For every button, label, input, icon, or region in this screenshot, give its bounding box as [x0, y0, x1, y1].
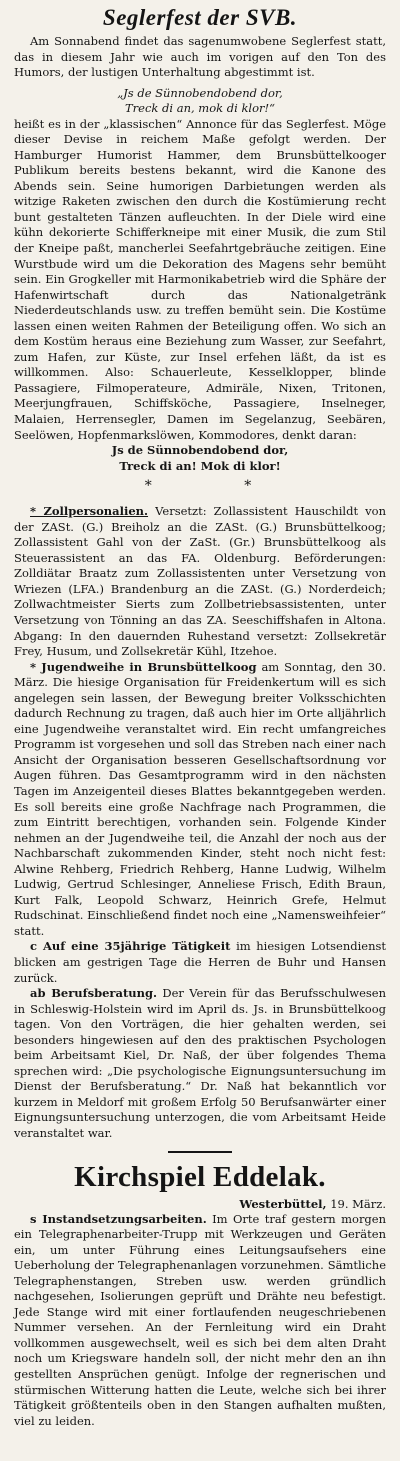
verse-line: Treck di an! Mok di klor! — [119, 458, 281, 473]
article-paragraph — [14, 1212, 386, 1430]
verse-line: Js de Sünnobendobend dor, — [111, 443, 289, 458]
paragraph-text: Der Verein für das Berufsschulwesen in Schleswig-Holstein wird im April ds. Js. in Brunsbüttelkoog tagen. Von den Vorträgen, die hier gehalten werden, sei besonders hingewiesen auf den des praktischen Psychologen beim Arbeitsamt Kiel, Dr. Naß, der über folgendes Thema sprechen wird: „Die psychologische Eignungsuntersuchung im Dienst der Berufsberatung.“ Dr. Naß hat bekanntlich vor kurzem in Meldorf mit großem Erfolg 50 Berufsanwärter einer Eignungsuntersuchung unterzogen, die vom Arbeitsamt Heide veranstaltet war. — [14, 986, 386, 1140]
paragraph-text: Versetzt: Zollassistent Hauschildt von der ZASt. (G.) Breiholz an die ZASt. (G.) Brunsbüttelkoog; Zollassistent Gahl von der ZaSt. (Gr.) Brunsbüttelkoog als Steuerassistent an das FA. Oldenburg. Beförderungen: Zolldiätar Braatz zum Zollassistenten unter Versetzung von Wriezen (LFA.) Brandenburg an die ZASt. (G.) Norderdeich; Zollwachtmeister Sierts zum Zollbetriebsassistenten, unter Versetzung von Tönning an das ZA. Seeschiffshafen in Altona. Abgang: In den dauernden Ruhestand versetzt: Zollsekretär Frey, Husum, und Zollsekretär Kühl, Itzehoe. — [14, 504, 386, 659]
article-title-kirchspiel: Kirchspiel Eddelak. — [74, 1160, 326, 1193]
verse-line: Treck di an, mok di klor!“ — [124, 101, 276, 116]
paragraph-lead: ab Berufsberatung. — [30, 986, 158, 1001]
paragraph-lead: * Jugendweihe in Brunsbüttelkoog — [30, 659, 257, 674]
dateline-place: Westerbüttel, — [239, 1196, 327, 1211]
article-paragraph — [14, 986, 386, 1141]
dateline — [14, 1196, 386, 1212]
article-paragraph — [14, 939, 386, 986]
paragraph-lead: s Instandsetzungsarbeiten. — [30, 1211, 207, 1226]
article-paragraph: Am Sonnabend findet das sagenumwobene Seglerfest statt, das in diesem Jahr wie auch im vorigen auf den Ton des Humors, der lustigen Unterhaltung abgestimmt ist. — [14, 34, 386, 80]
paragraph-lead: c Auf eine 35jährige Tätigkeit — [30, 939, 231, 954]
verse-line: „Js de Sünnobendobend dor, — [117, 85, 283, 100]
dateline-date: 19. März. — [330, 1196, 386, 1211]
article-paragraph: heißt es in der „klassischen“ Annonce für das Seglerfest. Möge dieser Devise in reichem Maße gefolgt werden. Der Hamburger Humorist Hammer, dem Brunsbüttelkooger Publikum bereits bestens bekannt, wird die Kanone des Abends sein. Seine humorigen Darbietungen werden als witzige Raketen zwischen den durch die Kostümierung recht bunt gestalteten Tänzen aufleuchten. In der Diele wird eine kühn dekorierte Schifferkneipe mit einer Musik, die zum Stil der Kneipe paßt, mancherlei Seefahrtgebräuche zeitigen. Eine Wurstbude wird um die Dekoration des Magens sehr bemüht sein. Ein Grogkeller mit Harmonikabetrieb wird die Sphäre der Hafenwirtschaft durch das Nationalgetränk Niederdeutschlands usw. zu treffen bemüht sein. Die Kostüme lassen einen weiten Rahmen der Beteiligung offen. Wo sich an dem Kostüm heraus eine Beziehung zum Wasser, zur Seefahrt, zum Hafen, zur Küste, zur Insel erfehen läßt, da ist es willkommen. Also: Schauerleute, Kesselklopper, blinde Passagiere, Filmoperateure, Admiräle, Nixen, Tritonen, Meerjungfrauen, Schiffsköche, Passagiere, Inselneger, Malaien, Herrensegler, Damen im Segelanzug, Seebären, Seelöwen, Hopfenmarkslöwen, Kommodores, denkt daran: — [14, 116, 386, 442]
article-paragraph — [14, 504, 386, 659]
paragraph-lead: * Zollpersonalien. — [30, 504, 149, 519]
article-paragraph — [14, 660, 386, 940]
paragraph-text: am Sonntag, den 30. März. Die hiesige Organisation für Freidenkertum will es sich angelegen sein lassen, der Bewegung breiter Volksschichten dadurch Rechnung zu tragen, daß auch hier im Orte alljährlich eine Jugendweihe veranstaltet wird. Ein recht umfangreiches Programm ist vorgesehen und soll das Streben nach einer nach Ansicht der Organisation besseren Gesellschaftsordnung vor Augen führen. Das Gesamtprogramm wird in den nächsten Tagen im Anzeigenteil dieses Blattes bekanntgegeben werden. Es soll bereits eine große Nachfrage nach Programmen, die zum Eintritt berechtigen, vorhanden sein. Folgende Kinder nehmen an der Jugendweihe teil, die Anzahl der noch aus der Nachbarschaft zukommenden Kinder, steht noch nicht fest: Alwine Rehberg, Friedrich Rehberg, Hanne Ludwig, Wilhelm Ludwig, Gertrud Schlesinger, Anneliese Frisch, Edith Braun, Kurt Falk, Leopold Schwarz, Heinrich Grefe, Helmut Rudschinat. Einschließend findet noch eine „Namensweihfeier“ statt. — [14, 659, 387, 938]
article-title-seglerfest: Seglerfest der SVB. — [102, 5, 298, 30]
paragraph-text: Im Orte traf gestern morgen ein Telegraphenarbeiter-Trupp mit Werkzeugen und Geräten ein, um unter Führung eines Leitungsaufsehers eine Ueberholung der Telegraphenanlagen vorzunehmen. Sämtliche Telegraphenstangen, Streben usw. werden gründlich nachgesehen, Isolierungen geprüft und Drähte neu befestigt. Jede Stange wird mit einer fortlaufenden neugeschriebenen Nummer versehen. An der Fernleitung wird ein Draht vollkommen ausgewechselt, weil es sich bei dem alten Draht noch um Kriegsware handeln soll, der nicht mehr den an ihn gestellten Ansprüchen genügt. Infolge der regnerischen und stürmischen Witterung hatten die Leute, welche sich bei ihrer Tätigkeit größtenteils oben in den Stangen aufhalten mußten, viel zu leiden. — [14, 1211, 387, 1428]
paragraph-text: im hiesigen Lotsendienst blicken am gestrigen Tage die Herren de Buhr und Hansen zurück. — [14, 939, 387, 985]
section-separator-stars: * * — [144, 478, 296, 495]
section-divider — [168, 1151, 232, 1153]
